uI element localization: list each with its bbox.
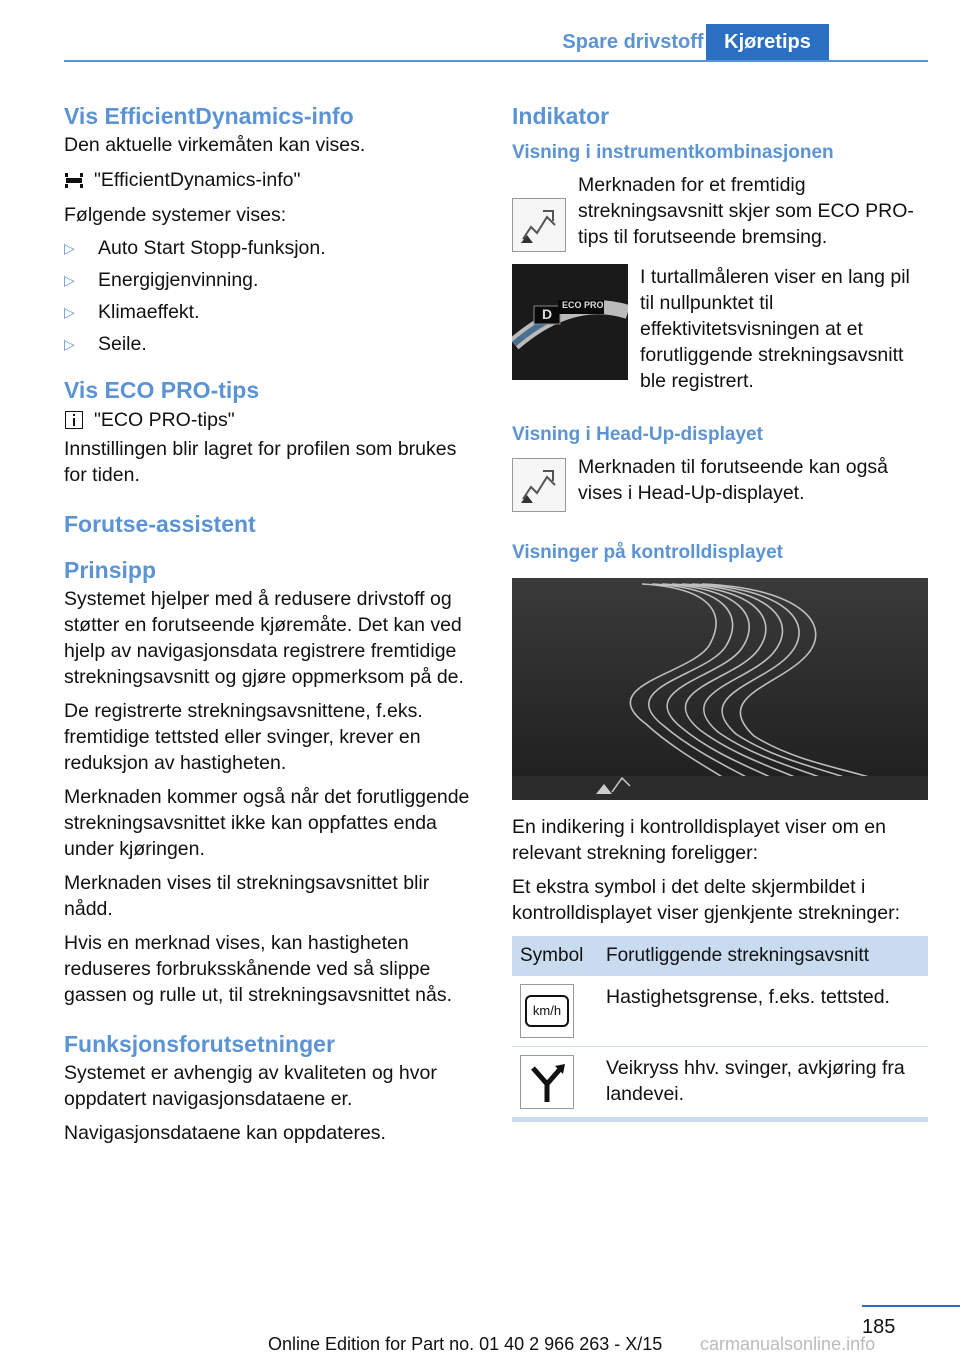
symbol-table <box>512 936 928 1118</box>
paragraph: Systemet hjelper med å redusere drivstoff og støtter en forutseende kjøremåte. Det kan ved hjelp av navigasjonsdata registrere fremtidige strekningsavsnitt og gjøre oppmerksom på de. <box>64 588 464 688</box>
heading-indikator: Indikator <box>512 103 610 129</box>
heading-hud: Visning i Head-Up-displayet <box>512 424 763 445</box>
gauge-gear-label: D <box>542 306 553 322</box>
list-item: ▷ Klimaeffekt. <box>64 301 200 323</box>
paragraph: Den aktuelle virkemåten kan vises. <box>64 134 366 156</box>
paragraph: Hvis en merknad vises, kan hastigheten reduseres forbruksskånende ved så slippe gassen og rulle ut, til strekningsavsnittet nås. <box>64 932 453 1006</box>
footer-edition: Online Edition for Part no. 01 40 2 966 263 - X/15 <box>268 1334 663 1354</box>
paragraph: En indikering i kontrolldisplayet viser om en relevant strekning foreligger: <box>512 816 886 864</box>
menu-path-efficientdynamics <box>64 166 474 194</box>
table-header-row <box>512 936 928 976</box>
heading-kontrolldisplay: Visninger på kontrolldisplayet <box>512 542 783 563</box>
paragraph: Innstillingen blir lagret for profilen som brukes for tiden. <box>64 438 457 486</box>
car-settings-icon <box>64 170 84 190</box>
kmh-sign-icon: km/h <box>520 984 574 1038</box>
triangle-bullet-icon: ▷ <box>64 336 75 352</box>
heading-funksjonsforutsetninger: Funksjonsforutsetninger <box>64 1031 335 1057</box>
gauge-indicator-row <box>512 264 928 394</box>
table-row <box>512 1047 928 1118</box>
eco-pro-warning-icon <box>512 198 566 252</box>
rev-gauge-image <box>512 264 628 380</box>
heading-forutse-assistent: Forutse-assistent <box>64 511 256 537</box>
paragraph: Et ekstra symbol i det delte skjermbildet i kontrolldisplayet viser gjenkjente strekninger: <box>512 876 901 924</box>
paragraph: Merknaden kommer også når det forutliggende strekningsavsnittet ikke kan oppfattes enda under kjøringen. <box>64 786 470 860</box>
gauge-eco-label: ECO PRO <box>562 300 604 310</box>
junction-icon <box>520 1055 574 1109</box>
heading-efficientdynamics: Vis EfficientDynamics-info <box>64 103 354 129</box>
triangle-bullet-icon: ▷ <box>64 272 75 288</box>
instrument-indicator-row <box>512 172 928 252</box>
heading-eco-pro-tips: Vis ECO PRO-tips <box>64 377 260 403</box>
list-item: ▷ Energigjenvinning. <box>64 269 259 291</box>
tab-spare-drivstoff[interactable]: Spare drivstoff <box>560 24 706 61</box>
table-cell-description: Hastighetsgrense, f.eks. tettsted. <box>598 976 928 1047</box>
header-tabs <box>560 24 829 61</box>
table-cell-description: Veikryss hhv. svinger, avkjøring fra landevei. <box>598 1047 928 1118</box>
heading-instrument: Visning i instrumentkombinasjonen <box>512 142 834 163</box>
list-item: ▷ Seile. <box>64 333 147 355</box>
menu-path-label: "ECO PRO-tips" <box>94 409 235 431</box>
paragraph: Merknaden til forutseende kan også vises i Head-Up-displayet. <box>578 456 889 504</box>
paragraph: Merknaden for et fremtidig strekningsavsnitt skjer som ECO PRO-tips til forutseende bremsing. <box>578 174 914 248</box>
paragraph: Systemet er avhengig av kvaliteten og hvor oppdatert navigasjonsdataene er. <box>64 1062 437 1110</box>
page-number: 185 <box>862 1316 896 1338</box>
hud-indicator-row <box>512 454 928 512</box>
tab-kjoretips[interactable]: Kjøretips <box>706 24 829 61</box>
paragraph: I turtallmåleren viser en lang pil til nullpunktet til effektivitetsvisningen at et forutliggende strekningsavsnitt ble registrert. <box>640 266 910 392</box>
heading-prinsipp: Prinsipp <box>64 557 157 583</box>
watermark: carmanualsonline.info <box>700 1334 876 1354</box>
control-display-road-image <box>512 578 928 800</box>
menu-path-eco-pro <box>64 406 474 434</box>
table-end-rule <box>512 1118 928 1122</box>
paragraph: Følgende systemer vises: <box>64 204 287 226</box>
paragraph: De registrerte strekningsavsnittene, f.eks. fremtidige tettsted eller svinger, krever en reduksjon av hastigheten. <box>64 700 423 774</box>
left-column <box>64 100 474 1146</box>
triangle-bullet-icon: ▷ <box>64 240 75 256</box>
table-row <box>512 976 928 1047</box>
list-item: ▷ Auto Start Stopp-funksjon. <box>64 237 326 259</box>
eco-pro-warning-icon <box>512 458 566 512</box>
table-header-symbol: Symbol <box>512 936 598 976</box>
info-icon <box>64 410 84 430</box>
paragraph: Merknaden vises til strekningsavsnittet blir nådd. <box>64 872 430 920</box>
header-rule <box>64 60 928 62</box>
menu-path-label: "EfficientDynamics-info" <box>94 169 301 191</box>
systems-list <box>64 232 474 360</box>
paragraph: Navigasjonsdataene kan oppdateres. <box>64 1122 386 1144</box>
footer-rule <box>862 1305 960 1307</box>
right-column <box>512 100 928 1122</box>
triangle-bullet-icon: ▷ <box>64 304 75 320</box>
table-header-description: Forutliggende strekningsavsnitt <box>598 936 928 976</box>
